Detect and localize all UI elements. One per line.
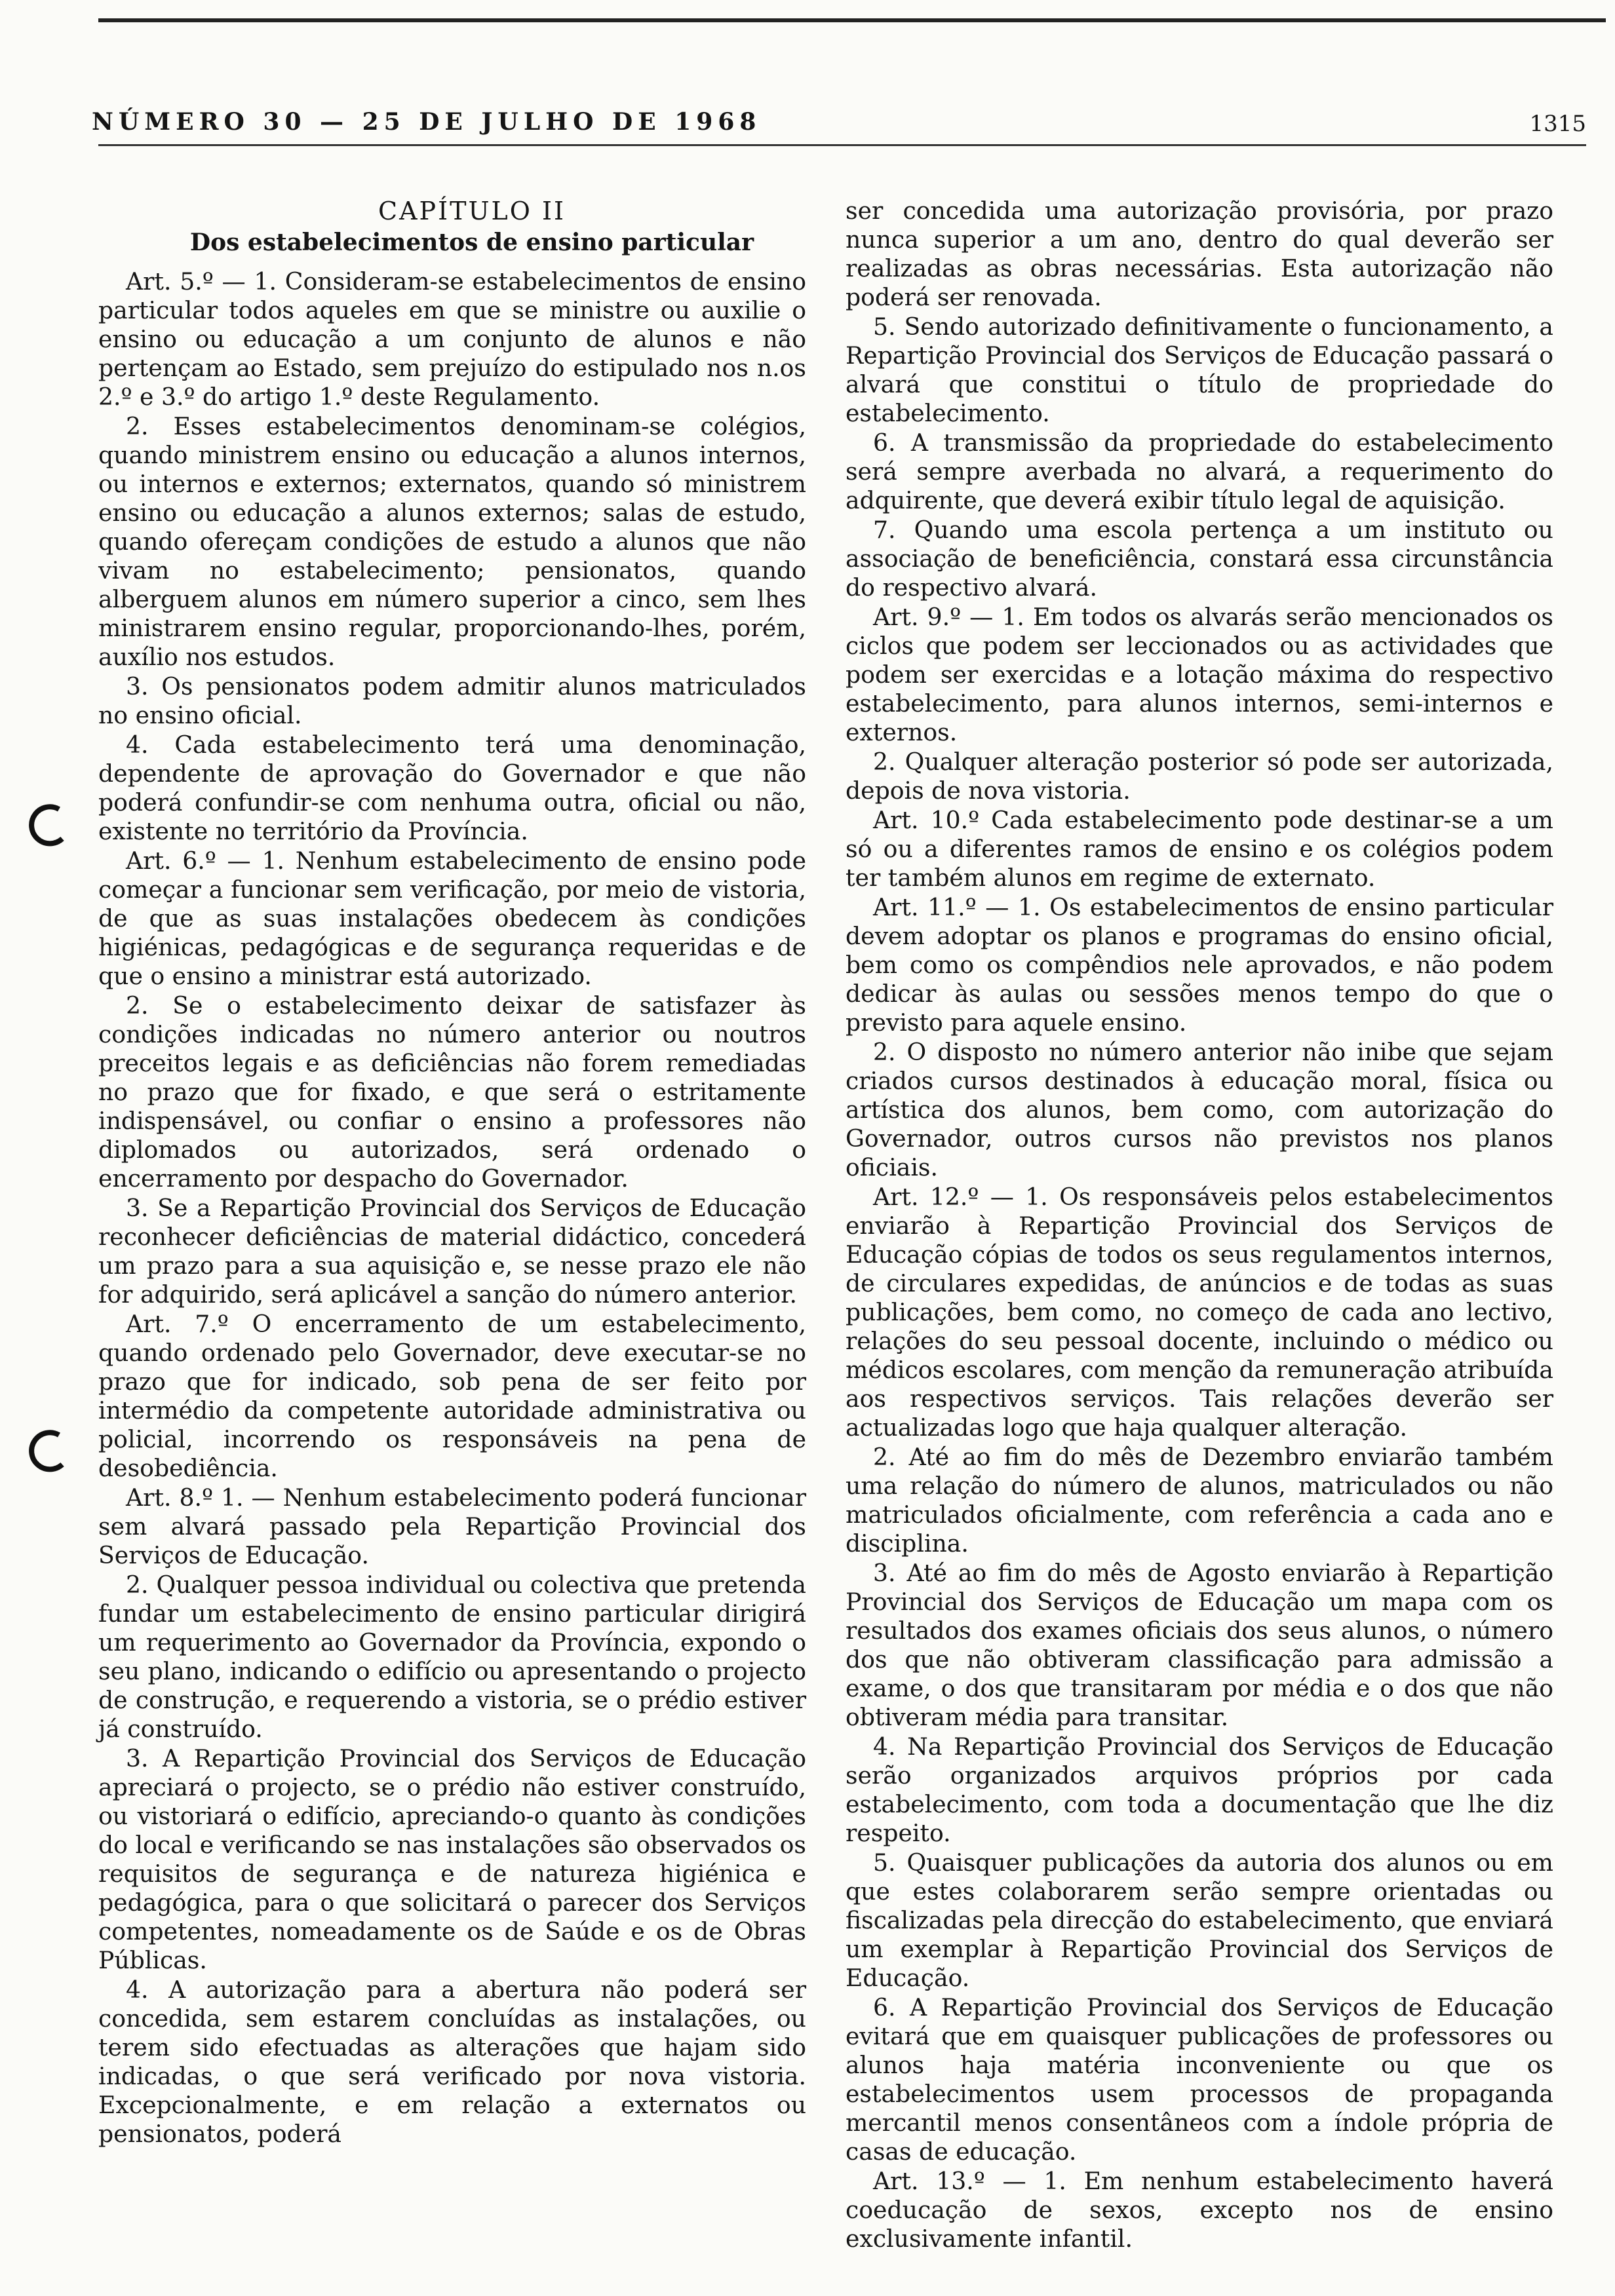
issue-date: NÚMERO 30 — 25 DE JULHO DE 1968 [92, 108, 762, 136]
chapter-subtitle: Dos estabelecimentos de ensino particular [189, 229, 754, 256]
page-header [92, 108, 1599, 141]
paragraph: 6. A Repartição Provincial dos Serviços de Educação evitará que em quaisquer publicações de professores ou alunos haja matéria inconveniente ou que os estabelecimentos usem processos de propaganda mercantil menos consentâneos com a índole própria de casas de educação. [846, 1993, 1553, 2166]
paragraph: 2. Até ao fim do mês de Dezembro enviarão também uma relação do número de alunos, matriculados ou não matriculados oficialmente, com referência a cada ano e disciplina. [846, 1443, 1553, 1558]
paragraph: 2. Qualquer pessoa individual ou colectiva que pretenda fundar um estabelecimento de ensino particular dirigirá um requerimento ao Governador da Província, expondo o seu plano, indicando o edifício ou apresentando o projecto de construção, e requerendo a vistoria, se o prédio estiver já construído. [98, 1571, 806, 1743]
paragraph: Art. 9.º — 1. Em todos os alvarás serão mencionados os ciclos que podem ser leccionados ou as actividades que podem ser exercidas e a lotação máxima do respectivo estabelecimento, para alunos internos, semi-internos e externos. [846, 603, 1553, 746]
binding-hole-mark [26, 803, 66, 849]
chapter-title: CAPÍTULO II [378, 197, 566, 225]
paragraph: 3. Até ao fim do mês de Agosto enviarão à Repartição Provincial dos Serviços de Educação um mapa com os resultados dos exames oficiais dos seus alunos, o número dos que não obtiveram classificação para admissão a exame, o dos que transitaram por média e o dos que não obtiveram média para transitar. [846, 1559, 1553, 1731]
paragraph: Art. 11.º — 1. Os estabelecimentos de ensino particular devem adoptar os planos e programas do ensino oficial, bem como os compêndios nele aprovados, e não podem dedicar às aulas ou sessões menos tempo do que o previsto para aquele ensino. [846, 893, 1553, 1037]
binding-hole-mark [26, 1428, 66, 1474]
paragraph: Art. 10.º Cada estabelecimento pode destinar-se a um só ou a diferentes ramos de ensino e os colégios podem ter também alunos em regime de externato. [846, 806, 1553, 892]
paragraph: ser concedida uma autorização provisória, por prazo nunca superior a um ano, dentro do qual deverão ser realizadas as obras necessárias. Esta autorização não poderá ser renovada. [846, 197, 1553, 311]
top-border-rule [98, 18, 1606, 22]
paragraph: 5. Quaisquer publicações da autoria dos alunos ou em que estes colaborarem serão sempre orientadas ou fiscalizadas pela direcção do estabelecimento, que enviará um exemplar à Repartição Provincial dos Serviços de Educação. [846, 1848, 1553, 1992]
left-column [98, 197, 806, 2149]
paragraph: Art. 7.º O encerramento de um estabelecimento, quando ordenado pelo Governador, deve executar-se no prazo que for indicado, sob pena de ser feito por intermédio da competente autoridade administrativa ou policial, incorrendo os responsáveis na pena de desobediência. [98, 1310, 806, 1482]
right-column [846, 197, 1553, 2254]
paragraph: 5. Sendo autorizado definitivamente o funcionamento, a Repartição Provincial dos Serviços de Educação passará o alvará que constitui o título de propriedade do estabelecimento. [846, 313, 1553, 427]
page-number: 1315 [1529, 111, 1586, 137]
paragraph: 4. Na Repartição Provincial dos Serviços de Educação serão organizados arquivos próprios por cada estabelecimento, com toda a documentação que lhe diz respeito. [846, 1732, 1553, 1847]
paragraph: 6. A transmissão da propriedade do estabelecimento será sempre averbada no alvará, a requerimento do adquirente, que deverá exibir título legal de aquisição. [846, 429, 1553, 514]
paragraph: 4. Cada estabelecimento terá uma denominação, dependente de aprovação do Governador e que não poderá confundir-se com nenhuma outra, oficial ou não, existente no território da Província. [98, 731, 806, 845]
paragraph: Art. 6.º — 1. Nenhum estabelecimento de ensino pode começar a funcionar sem verificação, por meio de vistoria, de que as suas instalações obedecem às condições higiénicas, pedagógicas e de segurança requeridas e de que o ensino a ministrar está autorizado. [98, 847, 806, 990]
paragraph: Art. 5.º — 1. Consideram-se estabelecimentos de ensino particular todos aqueles em que se ministre ou auxilie o ensino ou educação a um conjunto de alunos e não pertençam ao Estado, sem prejuízo do estipulado nos n.os 2.º e 3.º do artigo 1.º deste Regulamento. [98, 267, 806, 411]
paragraph: Art. 8.º 1. — Nenhum estabelecimento poderá funcionar sem alvará passado pela Repartição Provincial dos Serviços de Educação. [98, 1483, 806, 1569]
header-rule [98, 144, 1586, 146]
paragraph: 2. Se o estabelecimento deixar de satisfazer às condições indicadas no número anterior ou noutros preceitos legais e as deficiências não forem remediadas no prazo que for fixado, e que será o estritamente indispensável, ou confiar o ensino a professores não diplomados ou autorizados, será ordenado o encerramento por despacho do Governador. [98, 991, 806, 1193]
paragraph: 2. O disposto no número anterior não inibe que sejam criados cursos destinados à educação moral, física ou artística dos alunos, bem como, com autorização do Governador, outros cursos não previstos nos planos oficiais. [846, 1038, 1553, 1181]
paragraph: 2. Qualquer alteração posterior só pode ser autorizada, depois de nova vistoria. [846, 748, 1553, 805]
paragraph: 2. Esses estabelecimentos denominam-se colégios, quando ministrem ensino ou educação a alunos internos, ou internos e externos; externatos, quando só ministrem ensino ou educação a alunos externos; salas de estudo, quando ofereçam condições de estudo a alunos que não vivam no estabelecimento; pensionatos, quando alberguem alunos em número superior a cinco, sem lhes ministrarem ensino regular, proporcionando-lhes, porém, auxílio nos estudos. [98, 412, 806, 671]
paragraph: Art. 12.º — 1. Os responsáveis pelos estabelecimentos enviarão à Repartição Provincial dos Serviços de Educação cópias de todos os seus regulamentos internos, de circulares expedidas, de anúncios e de todas as suas publicações, bem como, no começo de cada ano lectivo, relações do seu pessoal docente, incluindo o médico ou médicos escolares, com menção da remuneração atribuída aos respectivos serviços. Tais relações deverão ser actualizadas logo que haja qualquer alteração. [846, 1183, 1553, 1442]
paragraph: 3. Os pensionatos podem admitir alunos matriculados no ensino oficial. [98, 672, 806, 729]
paragraph: 4. A autorização para a abertura não poderá ser concedida, sem estarem concluídas as instalações, ou terem sido efectuadas as alterações que hajam sido indicadas, o que será verificado por nova vistoria. Excepcionalmente, e em relação a externatos ou pensionatos, poderá [98, 1976, 806, 2148]
paragraph: 3. A Repartição Provincial dos Serviços de Educação apreciará o projecto, se o prédio não estiver construído, ou vistoriará o edifício, apreciando-o quanto às condições do local e verificando se nas instalações são observados os requisitos de segurança e de natureza higiénica e pedagógica, para o que solicitará o parecer dos Serviços competentes, nomeadamente os de Saúde e os de Obras Públicas. [98, 1744, 806, 1974]
paragraph: 3. Se a Repartição Provincial dos Serviços de Educação reconhecer deficiências de material didáctico, concederá um prazo para a sua aquisição e, se nesse prazo ele não for adquirido, será aplicável a sanção do número anterior. [98, 1194, 806, 1309]
paragraph: 7. Quando uma escola pertença a um instituto ou associação de beneficiência, constará essa circunstância do respectivo alvará. [846, 516, 1553, 602]
paragraph: Art. 13.º — 1. Em nenhum estabelecimento haverá coeducação de sexos, excepto nos de ensino exclusivamente infantil. [846, 2167, 1553, 2253]
